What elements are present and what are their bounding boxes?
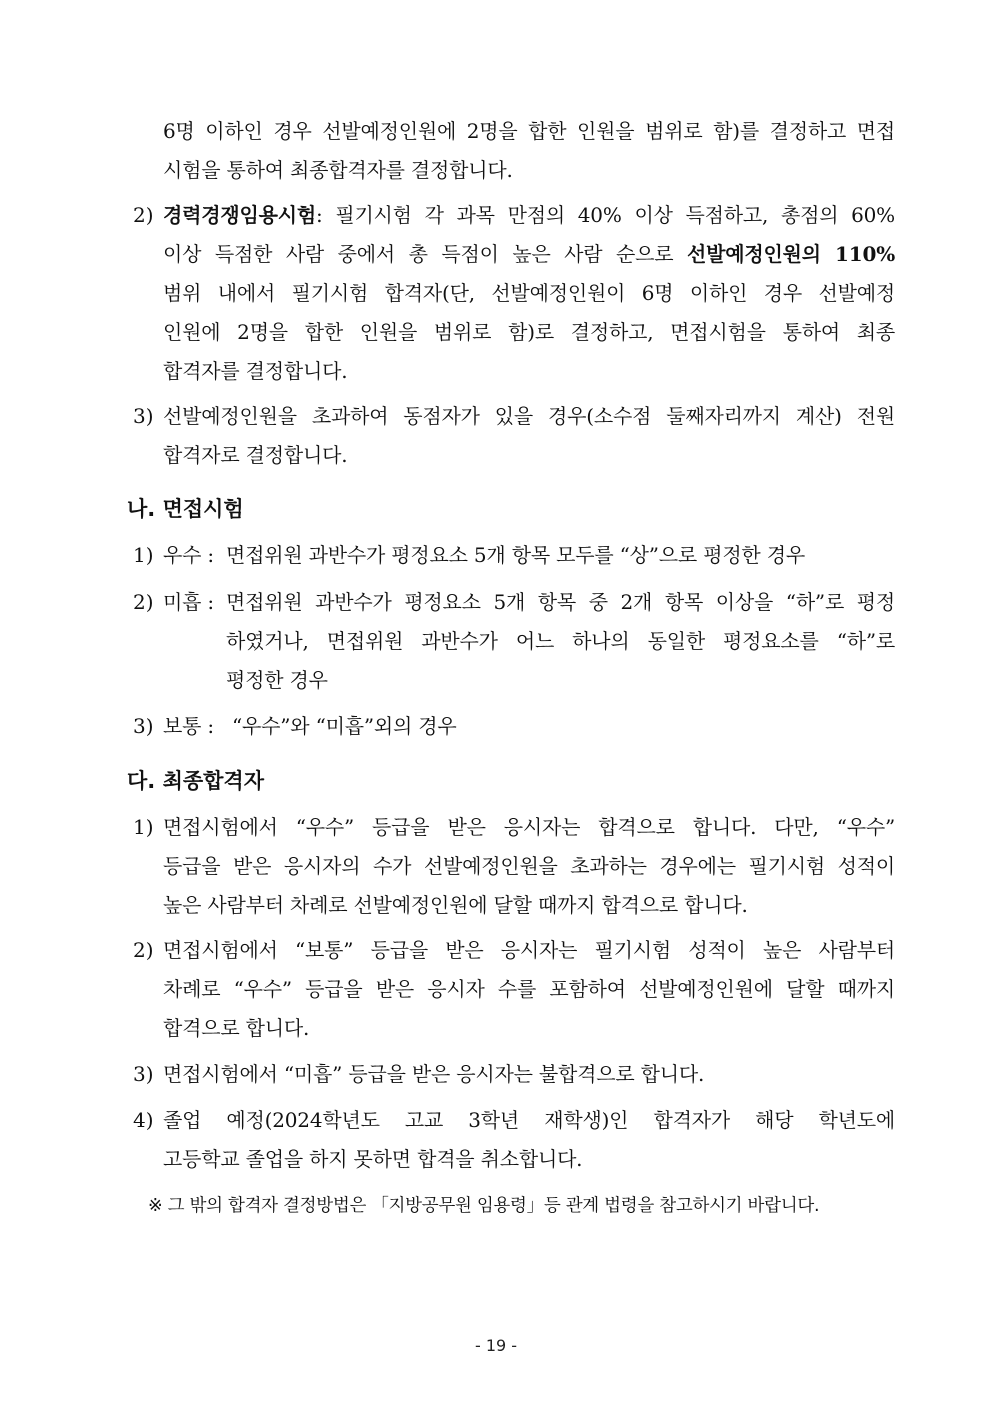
- section-final-title: 다. 최종합격자: [127, 769, 265, 793]
- item-2-line-5: 합격자를 결정합니다.: [163, 359, 348, 383]
- item-2-line-1-rest: : 필기시험 각 과목 만점의 40% 이상 득점하고, 총점의 60%: [315, 203, 895, 227]
- interview-item-2-number: 2): [133, 590, 154, 614]
- final-item-4-line-2: 고등학교 졸업을 하지 못하면 합격을 취소합니다.: [163, 1147, 583, 1171]
- interview-item-1-label: 우수 :: [163, 543, 214, 567]
- item-3-line-2: 합격자로 결정합니다.: [163, 443, 348, 467]
- final-item-1-line-3: 높은 사람부터 차례로 선발예정인원에 달할 때까지 합격으로 합니다.: [163, 893, 748, 917]
- interview-item-1-number: 1): [133, 543, 154, 567]
- final-item-3-line-1: 면접시험에서 “미흡” 등급을 받은 응시자는 불합격으로 합니다.: [163, 1062, 705, 1086]
- section-interview-title: 나. 면접시험: [127, 497, 244, 521]
- interview-item-2-line-3: 평정한 경우: [226, 668, 328, 692]
- interview-item-3-label: 보통 :: [163, 714, 214, 738]
- intro-line-2: 시험을 통하여 최종합격자를 결정합니다.: [163, 158, 513, 182]
- final-item-4-number: 4): [133, 1108, 154, 1132]
- interview-item-3-text: “우수”와 “미흡”외의 경우: [232, 714, 457, 738]
- intro-line-1: 6명 이하인 경우 선발예정인원에 2명을 합한 인원을 범위로 함)를 결정하고 면접: [163, 119, 895, 143]
- item-2-number: 2): [133, 203, 154, 227]
- item-2-term: 경력경쟁임용시험: [163, 203, 316, 227]
- interview-item-3-number: 3): [133, 714, 154, 738]
- item-2-line-3: 범위 내에서 필기시험 합격자(단, 선발예정인원이 6명 이하인 경우 선발예정: [163, 281, 895, 305]
- item-2-line-1: [163, 201, 895, 229]
- final-item-2-line-3: 합격으로 합니다.: [163, 1016, 310, 1040]
- item-2-line-4: 인원에 2명을 합한 인원을 범위로 함)로 결정하고, 면접시험을 통하여 최종: [163, 320, 895, 344]
- item-2-line-2-text: 이상 득점한 사람 중에서 총 득점이 높은 사람 순으로: [163, 242, 687, 266]
- final-item-1-line-2: 등급을 받은 응시자의 수가 선발예정인원을 초과하는 경우에는 필기시험 성적이: [163, 854, 895, 878]
- final-item-4-line-1: 졸업 예정(2024학년도 고교 3학년 재학생)인 합격자가 해당 학년도에: [163, 1108, 895, 1132]
- final-item-3-number: 3): [133, 1062, 154, 1086]
- final-item-1-number: 1): [133, 815, 154, 839]
- item-3-line-1: 선발예정인원을 초과하여 동점자가 있을 경우(소수점 둘째자리까지 계산) 전원: [163, 404, 895, 428]
- interview-item-1-text: 면접위원 과반수가 평정요소 5개 항목 모두를 “상”으로 평정한 경우: [226, 543, 805, 567]
- final-item-2-line-1: 면접시험에서 “보통” 등급을 받은 응시자는 필기시험 성적이 높은 사람부터: [163, 938, 895, 962]
- interview-item-2-line-1: 면접위원 과반수가 평정요소 5개 항목 중 2개 항목 이상을 “하”로 평정: [226, 590, 895, 614]
- reference-note: ※ 그 밖의 합격자 결정방법은 「지방공무원 임용령」등 관계 법령을 참고하시기 바랍니다.: [148, 1196, 820, 1216]
- item-3-number: 3): [133, 404, 154, 428]
- item-2-line-2-bold: 선발예정인원의 110%: [687, 242, 896, 266]
- interview-item-2-label: 미흡 :: [163, 590, 214, 614]
- item-2-line-2: [163, 240, 895, 268]
- interview-item-2-line-2: 하였거나, 면접위원 과반수가 어느 하나의 동일한 평정요소를 “하”로: [226, 629, 895, 653]
- final-item-2-number: 2): [133, 938, 154, 962]
- final-item-2-line-2: 차례로 “우수” 등급을 받은 응시자 수를 포함하여 선발예정인원에 달할 때까지: [163, 977, 895, 1001]
- final-item-1-line-1: 면접시험에서 “우수” 등급을 받은 응시자는 합격으로 합니다. 다만, “우수”: [163, 815, 895, 839]
- page-number: - 19 -: [474, 1336, 518, 1355]
